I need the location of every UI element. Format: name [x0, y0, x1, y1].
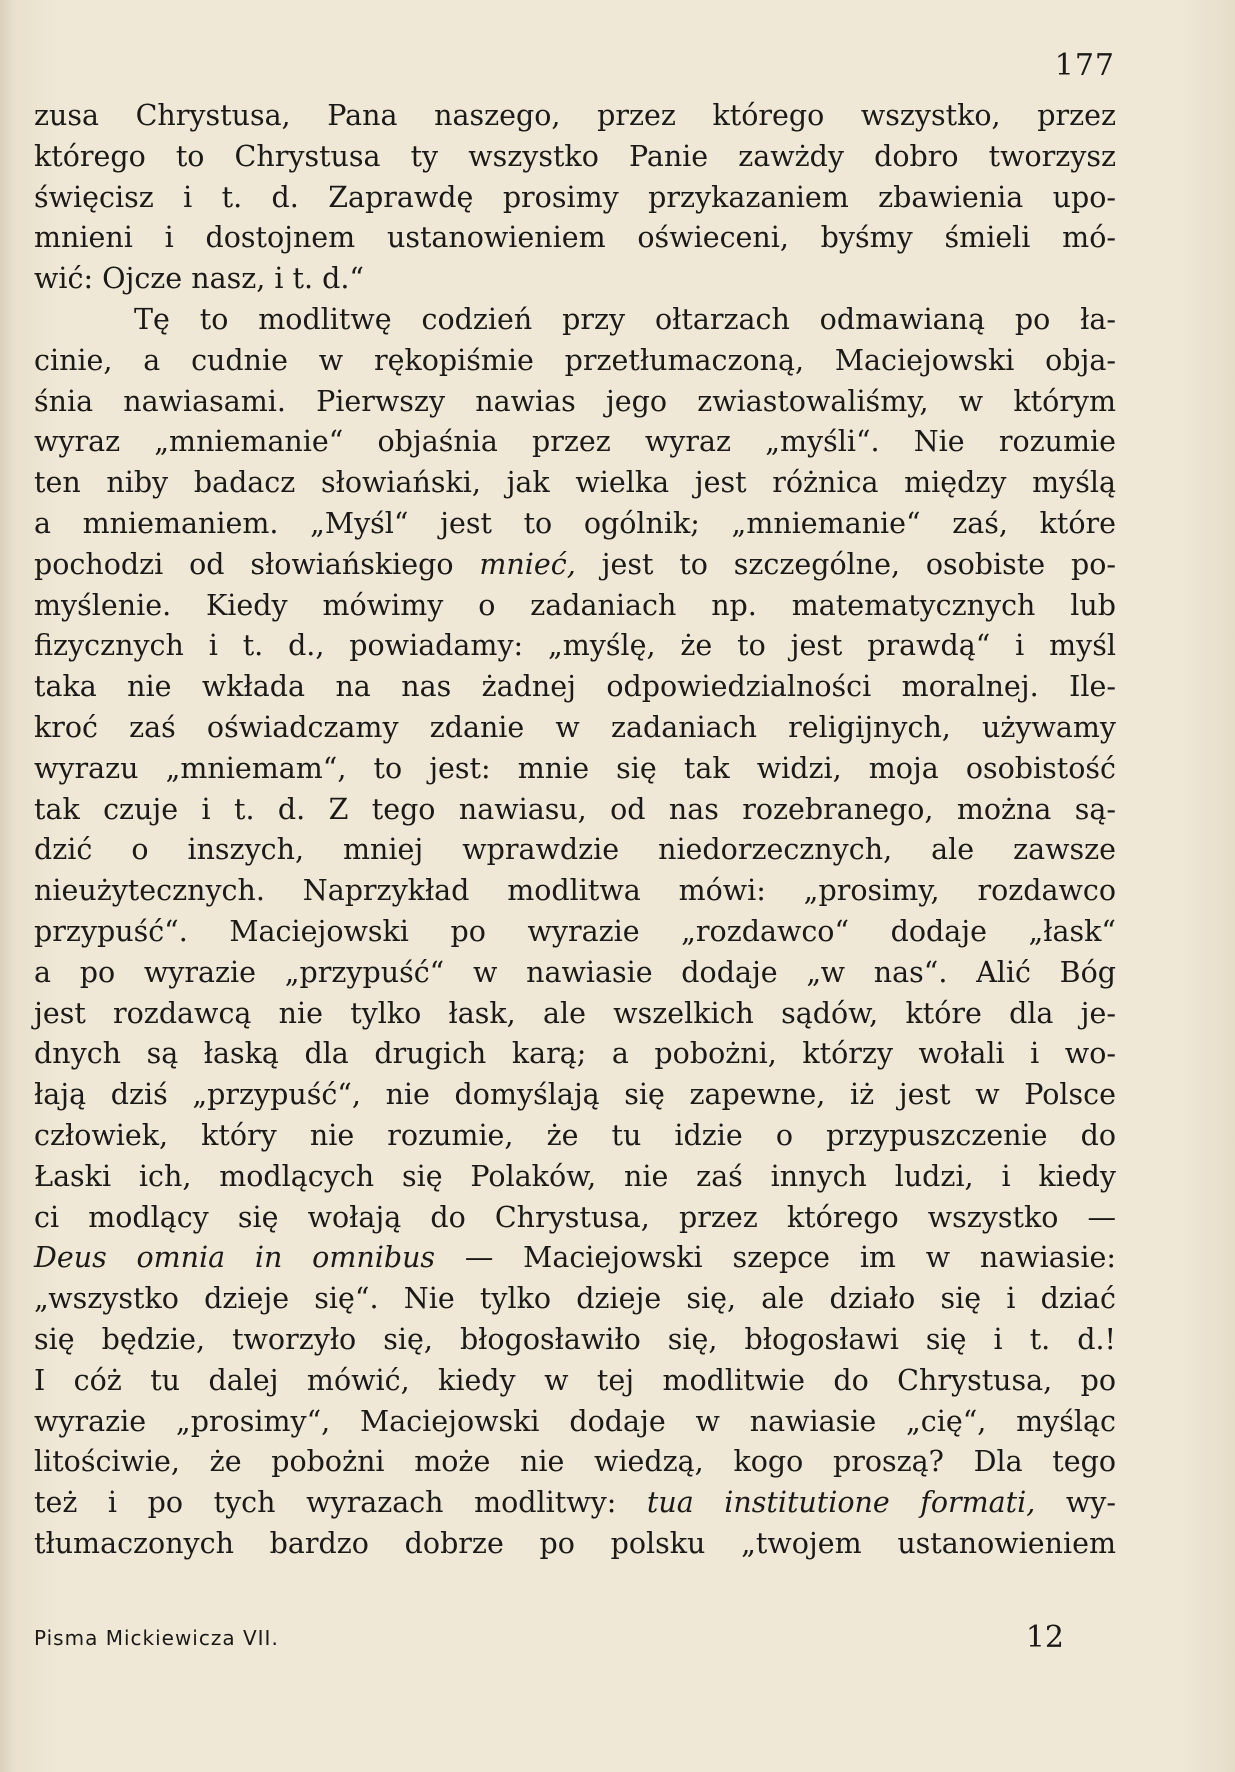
text-line — [34, 382, 1116, 423]
text-segment: przypuść“. Maciejowski po wyrazie „rozdawco“ dodaje „łask“ — [34, 914, 1116, 948]
text-line — [34, 1116, 1116, 1157]
text-segment: — Maciejowski szepce im w nawiasie: — [435, 1241, 1116, 1275]
page-number: 177 — [1054, 48, 1115, 83]
text-segment: wić: Ojcze nasz, i t. d.“ — [34, 262, 364, 296]
text-segment: a mniemaniem. „Myśl“ jest to ogólnik; „mniemanie“ zaś, które — [34, 506, 1116, 540]
text-segment: którego to Chrystusa ty wszystko Panie zawżdy dobro tworzysz — [34, 139, 1116, 173]
text-segment: myślenie. Kiedy mówimy o zadaniach np. matematycznych lub — [34, 588, 1116, 622]
text-segment: święcisz i t. d. Zaprawdę prosimy przykazaniem zbawienia upo- — [34, 180, 1116, 214]
text-line — [34, 953, 1116, 994]
text-segment: wyrazu „mniemam“, to jest: mnie się tak widzi, moja osobistość — [34, 751, 1116, 785]
text-line — [34, 545, 1116, 586]
text-line — [34, 259, 1116, 300]
text-segment: wyrazie „prosimy“, Maciejowski dodaje w nawiasie „cię“, myśląc — [34, 1404, 1116, 1438]
text-line — [34, 1075, 1116, 1116]
footer-sheet-number: 12 — [1025, 1620, 1064, 1655]
footer-signature: Pisma Mickiewicza VII. — [34, 1626, 279, 1650]
text-line — [34, 178, 1116, 219]
text-segment: człowiek, który nie rozumie, że tu idzie o przypuszczenie do — [34, 1118, 1116, 1152]
text-line — [34, 463, 1116, 504]
text-line — [34, 422, 1116, 463]
text-segment: jest to szczególne, osobiste po- — [575, 547, 1116, 581]
text-line — [34, 790, 1116, 831]
text-line — [34, 586, 1116, 627]
text-line — [34, 994, 1116, 1035]
text-segment: taka nie wkłada na nas żadnej odpowiedzialności moralnej. Ile- — [34, 670, 1116, 704]
text-segment: dnych są łaską dla drugich karą; a pobożni, którzy wołali i wo- — [34, 1037, 1116, 1071]
text-line — [34, 1320, 1116, 1361]
text-line — [34, 1034, 1116, 1075]
text-segment: nieużytecznych. Naprzykład modlitwa mówi: „prosimy, rozdawco — [34, 874, 1116, 908]
italic-phrase: Deus omnia in omnibus — [34, 1241, 436, 1275]
page-footer — [34, 1620, 1116, 1660]
italic-phrase: mnieć, — [479, 547, 576, 581]
text-segment: I cóż tu dalej mówić, kiedy w tej modlitwie do Chrystusa, po — [34, 1363, 1116, 1397]
text-line — [34, 1361, 1116, 1402]
text-segment: litościwie, że pobożni może nie wiedzą, kogo proszą? Dla tego — [34, 1445, 1116, 1479]
text-segment: też i po tych wyrazach modlitwy: — [34, 1486, 647, 1520]
text-line — [34, 1157, 1116, 1198]
text-segment: śnia nawiasami. Pierwszy nawias jego zwiastowaliśmy, w którym — [34, 384, 1116, 418]
text-segment: tłumaczonych bardzo dobrze po polsku „twojem ustanowieniem — [34, 1526, 1116, 1560]
text-line — [34, 96, 1116, 137]
text-segment: pochodzi od słowiańskiego — [34, 547, 480, 581]
text-line — [34, 1279, 1116, 1320]
text-line — [34, 1483, 1116, 1524]
text-segment: fizycznych i t. d., powiadamy: „myślę, że to jest prawdą“ i myśl — [34, 629, 1116, 663]
text-line — [34, 137, 1116, 178]
text-segment: Łaski ich, modlących się Polaków, nie zaś innych ludzi, i kiedy — [34, 1159, 1116, 1193]
text-segment: ten niby badacz słowiański, jak wielka jest różnica między myślą — [34, 466, 1116, 500]
text-segment: łają dziś „przypuść“, nie domyślają się zapewne, iż jest w Polsce — [34, 1078, 1116, 1112]
text-line — [34, 1198, 1116, 1239]
text-segment: wy- — [1035, 1486, 1116, 1520]
text-line — [34, 912, 1116, 953]
text-line — [34, 218, 1116, 259]
text-segment: mnieni i dostojnem ustanowieniem oświeceni, byśmy śmieli mó- — [34, 221, 1116, 255]
text-line — [34, 1402, 1116, 1443]
text-segment: Tę to modlitwę codzień przy ołtarzach odmawianą po ła- — [134, 302, 1116, 336]
text-segment: dzić o inszych, mniej wprawdzie niedorzecznych, ale zawsze — [34, 833, 1116, 867]
text-line — [34, 830, 1116, 871]
text-segment: „wszystko dzieje się“. Nie tylko dzieje się, ale działo się i dziać — [34, 1282, 1116, 1316]
text-segment: się będzie, tworzyło się, błogosławiło się, błogosławi się i t. d.! — [34, 1322, 1116, 1356]
text-line — [34, 1442, 1116, 1483]
text-segment: zusa Chrystusa, Pana naszego, przez którego wszystko, przez — [34, 99, 1116, 132]
text-line — [34, 300, 1116, 341]
text-line — [34, 871, 1116, 912]
text-line — [34, 504, 1116, 545]
text-segment: a po wyrazie „przypuść“ w nawiasie dodaje „w nas“. Alić Bóg — [34, 955, 1116, 989]
italic-phrase: tua institutione formati, — [646, 1486, 1036, 1520]
text-line — [34, 667, 1116, 708]
body-text — [34, 96, 1116, 1565]
text-segment: kroć zaś oświadczamy zdanie w zadaniach religijnych, używamy — [34, 710, 1116, 744]
text-segment: jest rozdawcą nie tylko łask, ale wszelkich sądów, które dla je- — [34, 996, 1116, 1030]
text-line — [34, 626, 1116, 667]
text-line — [34, 708, 1116, 749]
text-line — [34, 749, 1116, 790]
text-segment: cinie, a cudnie w rękopiśmie przetłumaczoną, Maciejowski obja- — [34, 343, 1116, 377]
text-segment: tak czuje i t. d. Z tego nawiasu, od nas rozebranego, można są- — [34, 792, 1116, 826]
text-line — [34, 341, 1116, 382]
text-segment: wyraz „mniemanie“ objaśnia przez wyraz „myśli“. Nie rozumie — [34, 425, 1116, 459]
text-line — [34, 1238, 1116, 1279]
text-line — [34, 1524, 1116, 1565]
text-segment: ci modlący się wołają do Chrystusa, przez którego wszystko — — [34, 1200, 1116, 1234]
